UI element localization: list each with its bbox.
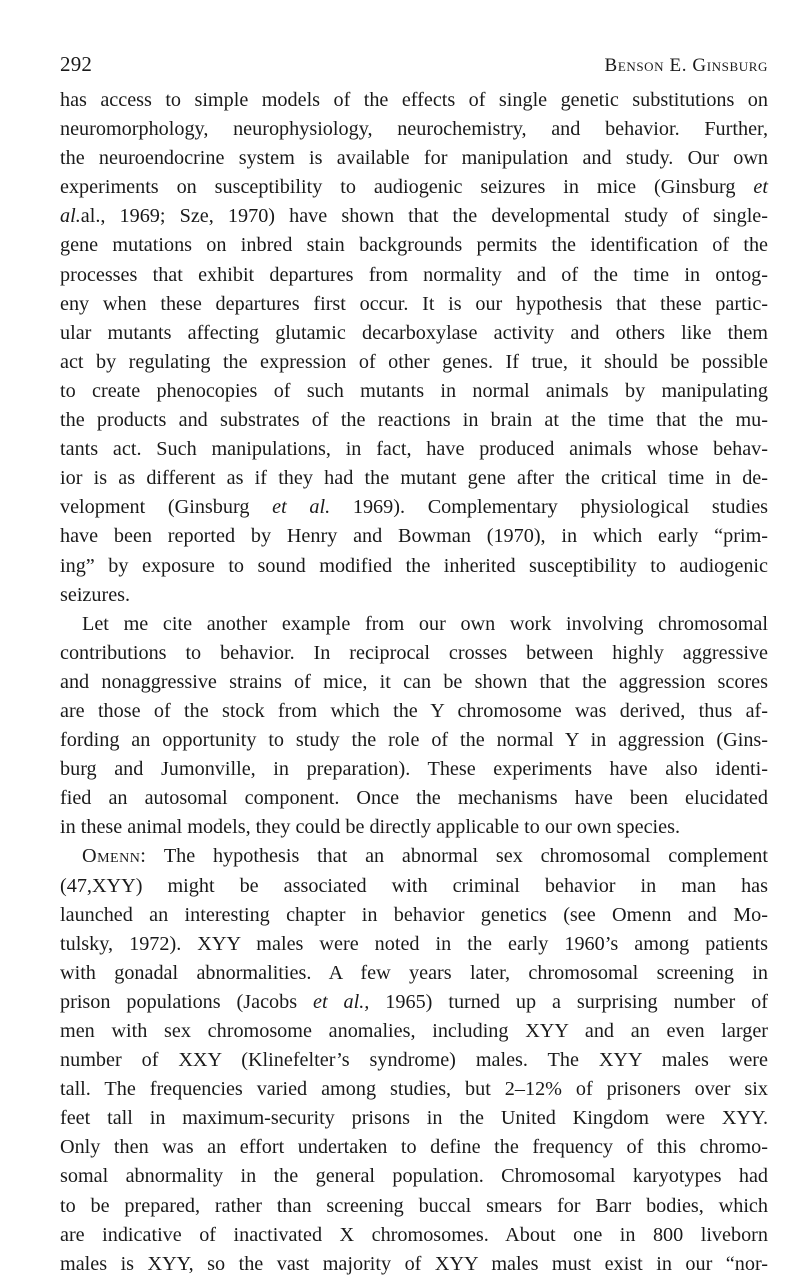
text-line bbox=[60, 493, 768, 522]
text-line bbox=[60, 202, 768, 231]
text-line: has access to simple models of the effects of single genetic substitutions on bbox=[60, 89, 768, 111]
text-line: neuromorphology, neurophysiology, neurochemistry, and behavior. Further, bbox=[60, 118, 768, 141]
text-line: launched an interesting chapter in behavior genetics (see Omenn and Mo- bbox=[60, 903, 768, 926]
text-segment: 1965) turned up a surprising number of bbox=[369, 990, 768, 1013]
text-line: ular mutants affecting glutamic decarboxylase activity and others like them bbox=[60, 321, 768, 344]
text-line: Let me cite another example from our own work involving chromosomal bbox=[82, 612, 768, 635]
text-line: ior is as different as if they had the mutant gene after the critical time in de- bbox=[60, 467, 768, 490]
text-line: burg and Jumonville, in preparation). These experiments have also identi- bbox=[60, 758, 768, 781]
text-segment: experiments on susceptibility to audiogenic seizures in mice (Ginsburg bbox=[60, 176, 754, 199]
text-line bbox=[60, 173, 768, 202]
text-line: in these animal models, they could be directly applicable to our own species. bbox=[60, 816, 681, 839]
italic-et-al: et al. bbox=[272, 496, 331, 519]
text-segment: velopment (Ginsburg bbox=[60, 496, 273, 519]
text-line: fording an opportunity to study the role of the normal Y in aggression (Gins- bbox=[60, 729, 768, 752]
text-line: the neuroendocrine system is available for manipulation and study. Our own bbox=[60, 147, 768, 170]
text-line: to be prepared, rather than screening buccal smears for Barr bodies, which bbox=[60, 1194, 768, 1217]
running-head bbox=[60, 52, 768, 84]
text-line: (47,XYY) might be associated with criminal behavior in man has bbox=[60, 874, 768, 897]
italic-et: et bbox=[753, 176, 768, 199]
text-line: with gonadal abnormalities. A few years later, chromosomal screening in bbox=[60, 961, 768, 984]
text-line: to create phenocopies of such mutants in normal animals by manipulating bbox=[60, 379, 768, 402]
text-line: eny when these departures first occur. It is our hypothesis that these partic- bbox=[60, 292, 768, 315]
italic-et-al: et al., bbox=[313, 990, 370, 1013]
book-page bbox=[60, 52, 768, 1279]
text-line: males is XYY, so the vast majority of XYY males must exist in our “nor- bbox=[60, 1252, 768, 1275]
text-line: gene mutations on inbred stain backgrounds permits the identification of the bbox=[60, 234, 768, 257]
text-line: processes that exhibit departures from normality and of the time in ontog- bbox=[60, 263, 768, 286]
text-line: somal abnormality in the general population. Chromosomal karyotypes had bbox=[60, 1165, 768, 1188]
text-line: tants act. Such manipulations, in fact, have produced animals whose behav- bbox=[60, 438, 768, 461]
italic-al: al. bbox=[60, 205, 81, 228]
text-segment: The hypothesis that an abnormal sex chromosomal complement bbox=[146, 845, 768, 868]
text-segment: prison populations (Jacobs bbox=[60, 990, 314, 1013]
text-line bbox=[60, 988, 768, 1017]
paragraph-2 bbox=[60, 610, 768, 843]
text-line: men with sex chromosome anomalies, including XYY and an even larger bbox=[60, 1020, 768, 1042]
text-segment: 1969). Complementary physiological studies bbox=[330, 496, 769, 519]
text-line: tulsky, 1972). XYY males were noted in the early 1960’s among patients bbox=[60, 932, 768, 955]
text-line: tall. The frequencies varied among studies, but 2–12% of prisoners over six bbox=[60, 1078, 768, 1101]
text-segment: al., 1969; Sze, 1970) have shown that the developmental study of single- bbox=[80, 205, 768, 228]
page-number: 292 bbox=[60, 52, 93, 76]
text-line: and nonaggressive strains of mice, it can be shown that the aggression scores bbox=[60, 670, 768, 693]
paragraph-1 bbox=[60, 86, 768, 610]
text-line bbox=[60, 842, 768, 871]
text-line: are those of the stock from which the Y chromosome was derived, thus af- bbox=[60, 699, 768, 722]
running-head-author: Benson E. Ginsburg bbox=[604, 55, 768, 76]
text-line: act by regulating the expression of other genes. If true, it should be possible bbox=[60, 350, 768, 373]
paragraph-3 bbox=[60, 842, 768, 1278]
text-line: the products and substrates of the reactions in brain at the time that the mu- bbox=[60, 409, 768, 432]
text-line: fied an autosomal component. Once the mechanisms have been elucidated bbox=[60, 787, 768, 810]
text-line: ing” by exposure to sound modified the inherited susceptibility to audiogenic bbox=[60, 554, 768, 577]
text-line: number of XXY (Klinefelter’s syndrome) males. The XYY males were bbox=[60, 1049, 768, 1072]
speaker-name: Omenn: bbox=[82, 845, 147, 868]
text-line: are indicative of inactivated X chromosomes. About one in 800 liveborn bbox=[60, 1223, 768, 1246]
text-line: have been reported by Henry and Bowman (1970), in which early “prim- bbox=[60, 525, 768, 548]
text-line: contributions to behavior. In reciprocal crosses between highly aggressive bbox=[60, 641, 768, 664]
text-line: Only then was an effort undertaken to define the frequency of this chromo- bbox=[60, 1136, 768, 1159]
body-text bbox=[60, 86, 768, 1279]
text-line: seizures. bbox=[60, 583, 131, 606]
text-line: feet tall in maximum-security prisons in the United Kingdom were XYY. bbox=[60, 1107, 768, 1130]
